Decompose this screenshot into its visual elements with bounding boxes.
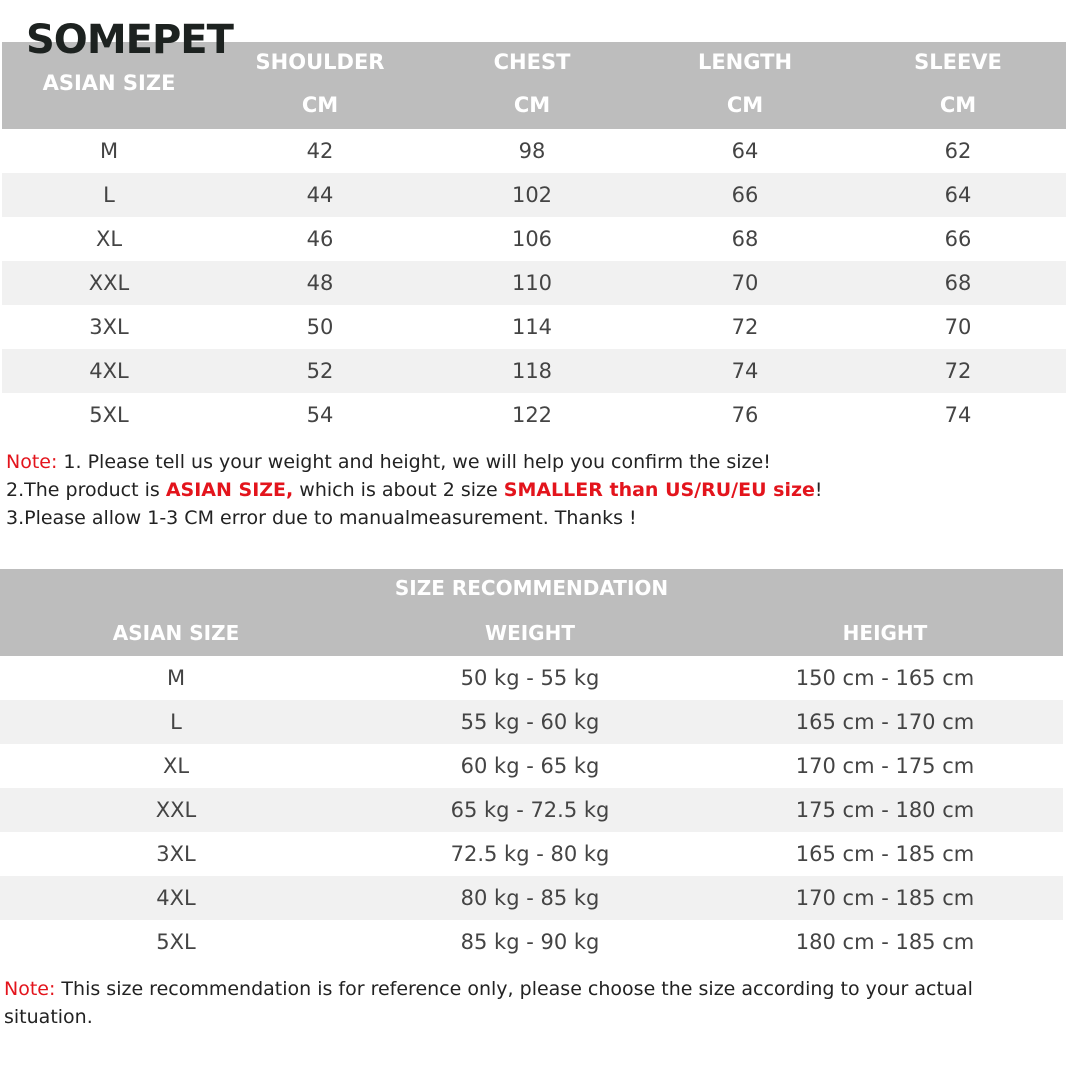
cell-chest: 122	[511, 403, 553, 427]
cell-sleeve: 62	[944, 139, 972, 163]
note-highlight-asian-size: ASIAN SIZE,	[165, 479, 294, 501]
cell-size: 5XL	[89, 403, 129, 427]
cell-height: 165 cm - 170 cm	[795, 710, 975, 734]
note-text: 2.The product is	[6, 479, 166, 501]
cell-weight: 72.5 kg - 80 kg	[450, 842, 610, 866]
table-row	[2, 261, 1066, 305]
cell-sleeve: 64	[944, 183, 972, 207]
header-shoulder	[238, 42, 402, 129]
cell-length: 66	[731, 183, 759, 207]
cell-length: 72	[731, 315, 759, 339]
recommendation-header	[0, 569, 1063, 656]
header-unit: CM	[939, 93, 977, 117]
header-label: SHOULDER	[255, 50, 385, 74]
cell-size: 3XL	[156, 842, 196, 866]
cell-chest: 102	[511, 183, 553, 207]
cell-height: 165 cm - 185 cm	[795, 842, 975, 866]
cell-chest: 110	[511, 271, 553, 295]
cell-size: 5XL	[156, 930, 196, 954]
cell-sleeve: 72	[944, 359, 972, 383]
cell-length: 76	[731, 403, 759, 427]
note-line-3: 3.Please allow 1-3 CM error due to manualmeasurement. Thanks !	[6, 507, 637, 529]
table-row	[2, 349, 1066, 393]
header-asian-size: ASIAN SIZE	[112, 621, 240, 645]
cell-shoulder: 52	[306, 359, 334, 383]
cell-size: L	[170, 710, 182, 734]
note-line-2	[6, 476, 1056, 504]
table-row	[0, 744, 1063, 788]
table-row	[2, 217, 1066, 261]
cell-chest: 114	[511, 315, 553, 339]
header-height: HEIGHT	[842, 621, 928, 645]
cell-size: 4XL	[156, 886, 196, 910]
cell-length: 64	[731, 139, 759, 163]
table-row	[0, 656, 1063, 700]
cell-length: 74	[731, 359, 759, 383]
cell-shoulder: 48	[306, 271, 334, 295]
cell-chest: 118	[511, 359, 553, 383]
size-chart-body	[2, 129, 1066, 437]
cell-size: XXL	[155, 798, 197, 822]
cell-weight: 85 kg - 90 kg	[460, 930, 600, 954]
cell-weight: 65 kg - 72.5 kg	[450, 798, 610, 822]
cell-size: M	[166, 666, 186, 690]
cell-size: 4XL	[89, 359, 129, 383]
note-text: This size recommendation is for reference only, please choose the size according to your actual situation.	[4, 978, 973, 1028]
header-unit: CM	[301, 93, 339, 117]
cell-sleeve: 66	[944, 227, 972, 251]
note-text: which is about 2 size	[293, 479, 504, 501]
header-length	[663, 42, 827, 129]
recommendation-body	[0, 656, 1063, 964]
cell-height: 150 cm - 165 cm	[795, 666, 975, 690]
note-label: Note:	[4, 978, 56, 1000]
cell-size: XL	[162, 754, 190, 778]
recommendation-title: SIZE RECOMMENDATION	[394, 576, 669, 600]
cell-chest: 106	[511, 227, 553, 251]
header-label: LENGTH	[697, 50, 793, 74]
note-line-1	[6, 448, 1056, 476]
cell-size: XL	[95, 227, 123, 251]
note-text: 1. Please tell us your weight and height, we will help you confirm the size!	[57, 451, 771, 473]
cell-height: 170 cm - 185 cm	[795, 886, 975, 910]
table-row	[0, 876, 1063, 920]
cell-height: 180 cm - 185 cm	[795, 930, 975, 954]
cell-height: 170 cm - 175 cm	[795, 754, 975, 778]
header-sleeve	[876, 42, 1040, 129]
cell-shoulder: 50	[306, 315, 334, 339]
cell-height: 175 cm - 180 cm	[795, 798, 975, 822]
recommendation-note	[4, 975, 1014, 1031]
brand-logo: SOMEPET	[26, 17, 233, 63]
cell-sleeve: 70	[944, 315, 972, 339]
header-unit: CM	[513, 93, 551, 117]
cell-size: L	[103, 183, 115, 207]
table-row	[0, 920, 1063, 964]
cell-length: 70	[731, 271, 759, 295]
cell-shoulder: 46	[306, 227, 334, 251]
cell-weight: 60 kg - 65 kg	[460, 754, 600, 778]
cell-weight: 50 kg - 55 kg	[460, 666, 600, 690]
header-label: ASIAN SIZE	[42, 71, 176, 95]
cell-weight: 80 kg - 85 kg	[460, 886, 600, 910]
header-weight: WEIGHT	[485, 621, 575, 645]
cell-size: XXL	[88, 271, 130, 295]
note-label: Note:	[6, 451, 58, 473]
table-row	[0, 700, 1063, 744]
header-label: CHEST	[493, 50, 571, 74]
cell-sleeve: 68	[944, 271, 972, 295]
size-notes	[6, 448, 1056, 532]
note-highlight-smaller: SMALLER than US/RU/EU size	[503, 479, 815, 501]
cell-sleeve: 74	[944, 403, 972, 427]
cell-shoulder: 42	[306, 139, 334, 163]
table-row	[2, 129, 1066, 173]
table-row	[2, 173, 1066, 217]
table-row	[0, 788, 1063, 832]
cell-chest: 98	[518, 139, 546, 163]
table-row	[0, 832, 1063, 876]
cell-shoulder: 44	[306, 183, 334, 207]
table-row	[2, 305, 1066, 349]
cell-weight: 55 kg - 60 kg	[460, 710, 600, 734]
header-label: SLEEVE	[914, 50, 1002, 74]
cell-length: 68	[731, 227, 759, 251]
cell-size: 3XL	[89, 315, 129, 339]
table-row	[2, 393, 1066, 437]
cell-size: M	[99, 139, 119, 163]
header-chest	[450, 42, 614, 129]
header-unit: CM	[726, 93, 764, 117]
note-text: !	[814, 479, 823, 501]
cell-shoulder: 54	[306, 403, 334, 427]
